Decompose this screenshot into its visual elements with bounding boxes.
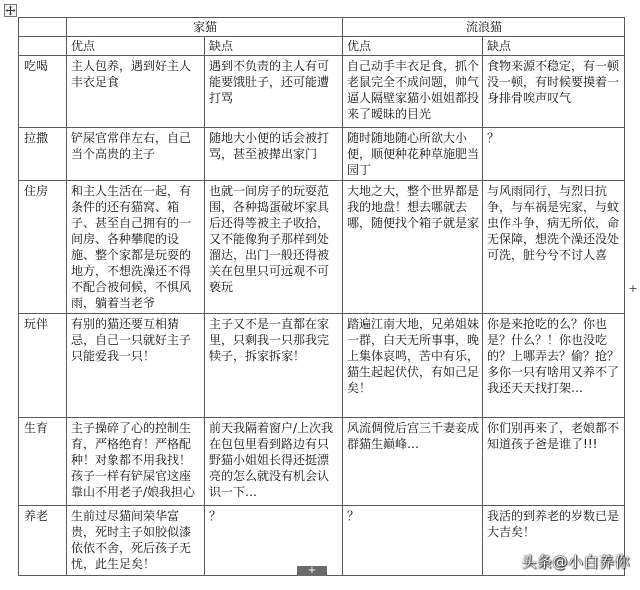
cell-home-cons[interactable]: 前天我隔着窗户/上次我在包包里看到路边有只野猫小姐姐长得还挺漂亮的怎么就没有机会认识一下… xyxy=(205,418,343,506)
header-home-cons[interactable]: 缺点 xyxy=(205,37,343,56)
cell-stray-cons[interactable]: 我活的到养老的岁数已是大吉矣！ xyxy=(483,506,625,576)
move-arrows-icon xyxy=(5,5,16,16)
add-column-button[interactable]: + xyxy=(628,282,638,295)
header-stray-cat[interactable]: 流浪猫 xyxy=(343,18,625,37)
cell-home-pros[interactable]: 有别的猫还要互相猜忌，自己一只就好主子只能爱我一只！ xyxy=(67,314,205,418)
header-stray-pros[interactable]: 优点 xyxy=(343,37,483,56)
table-row-eat xyxy=(19,56,625,128)
comparison-table xyxy=(18,17,625,576)
cell-home-pros[interactable]: 铲屎官常伴左右，自己当个高贵的主子 xyxy=(67,128,205,181)
cell-stray-pros[interactable]: 风流倜傥后宫三千妻妾成群猫生巅峰… xyxy=(343,418,483,506)
cell-stray-pros[interactable]: 自己动手丰衣足食，抓个老鼠完全不成问题，帅气逼人隔壁家猫小姐姐都投来了暧昧的目光 xyxy=(343,56,483,128)
cell-home-pros[interactable]: 和主人生活在一起，有条件的还有猫窝、箱子、甚至自己拥有的一间房、各种攀爬的设施、整个家都是玩耍的地方，不想洗澡还不得不配合被伺候，不惧风雨，躺着当老爷 xyxy=(67,181,205,314)
table-row-housing xyxy=(19,181,625,314)
cell-home-cons[interactable]: 随地大小便的话会被打骂，甚至被撵出家门 xyxy=(205,128,343,181)
row-label[interactable]: 生育 xyxy=(19,418,67,506)
table-row-toilet xyxy=(19,128,625,181)
row-label[interactable]: 养老 xyxy=(19,506,67,576)
row-label[interactable]: 玩伴 xyxy=(19,314,67,418)
table-row-playmate xyxy=(19,314,625,418)
cell-home-cons[interactable]: ？ xyxy=(205,506,343,576)
cell-home-pros[interactable]: 主人包养，遇到好主人丰衣足食 xyxy=(67,56,205,128)
cell-home-pros[interactable]: 生前过尽猫间荣华富贵，死时主子如胶似漆依依不舍，死后孩子无忧，此生足矣！ xyxy=(67,506,205,576)
header-home-cat[interactable]: 家猫 xyxy=(67,18,343,37)
watermark-text: 头条@小白养你 xyxy=(521,553,630,571)
cell-stray-pros[interactable]: ？ xyxy=(343,506,483,576)
cell-home-cons[interactable]: 主子又不是一直都在家里，只剩我一只那我完犊子，拆家拆家！ xyxy=(205,314,343,418)
corner-cell[interactable] xyxy=(19,18,67,37)
add-row-button[interactable]: + xyxy=(297,566,327,576)
header-stray-cons[interactable]: 缺点 xyxy=(483,37,625,56)
cell-home-cons[interactable]: 遇到不负责的主人有可能要饿肚子，还可能遭打骂 xyxy=(205,56,343,128)
cell-stray-pros[interactable]: 踏遍江南大地，兄弟姐妹一群，白天无所事事，晚上集体哀鸣，苦中有乐，猫生起起伏伏，有如己足矣！ xyxy=(343,314,483,418)
table-move-handle[interactable] xyxy=(4,4,17,17)
row-label[interactable]: 拉撒 xyxy=(19,128,67,181)
cell-home-cons[interactable]: 也就一间房子的玩耍范围，各种捣蛋破坏家具后还得等被主子收拾，又不能像狗子那样到处溜达，出门一般还得被关在包里只可远观不可亵玩 xyxy=(205,181,343,314)
cell-stray-cons[interactable]: 你是来抢吃的么？你也是？什么？！你也没吃的？上哪弄去？偷？抢？多你一只有啥用又养不了我还天天找打架… xyxy=(483,314,625,418)
empty-subheader-cell[interactable] xyxy=(19,37,67,56)
table-row-breeding xyxy=(19,418,625,506)
header-home-pros[interactable]: 优点 xyxy=(67,37,205,56)
sub-header-row xyxy=(19,37,625,56)
group-header-row xyxy=(19,18,625,37)
cell-stray-cons[interactable]: 食物来源不稳定，有一顿没一顿，有时候要摸着一身排骨唉声叹气 xyxy=(483,56,625,128)
cell-stray-cons[interactable]: ？ xyxy=(483,128,625,181)
cell-stray-pros[interactable]: 随时随地随心所欲大小便，顺便种花种草施肥当园丁 xyxy=(343,128,483,181)
cell-stray-pros[interactable]: 大地之大，整个世界都是我的地盘！想去哪就去哪，随便找个箱子就是家 xyxy=(343,181,483,314)
cell-stray-cons[interactable]: 你们别再来了，老娘都不知道孩子爸是谁了!!! xyxy=(483,418,625,506)
cell-home-pros[interactable]: 主子操碎了心的控制生育，严格绝育！严格配种！对象都不用我找！孩子一样有铲屎官这座靠山不用老子/娘我担心 xyxy=(67,418,205,506)
cell-stray-cons[interactable]: 与风雨同行，与烈日抗争，与车祸是宪家，与蚊虫作斗争，病无所依，命无保障，想洗个澡还没处可洗，脏兮兮不讨人喜 xyxy=(483,181,625,314)
row-label[interactable]: 吃喝 xyxy=(19,56,67,128)
row-label[interactable]: 住房 xyxy=(19,181,67,314)
